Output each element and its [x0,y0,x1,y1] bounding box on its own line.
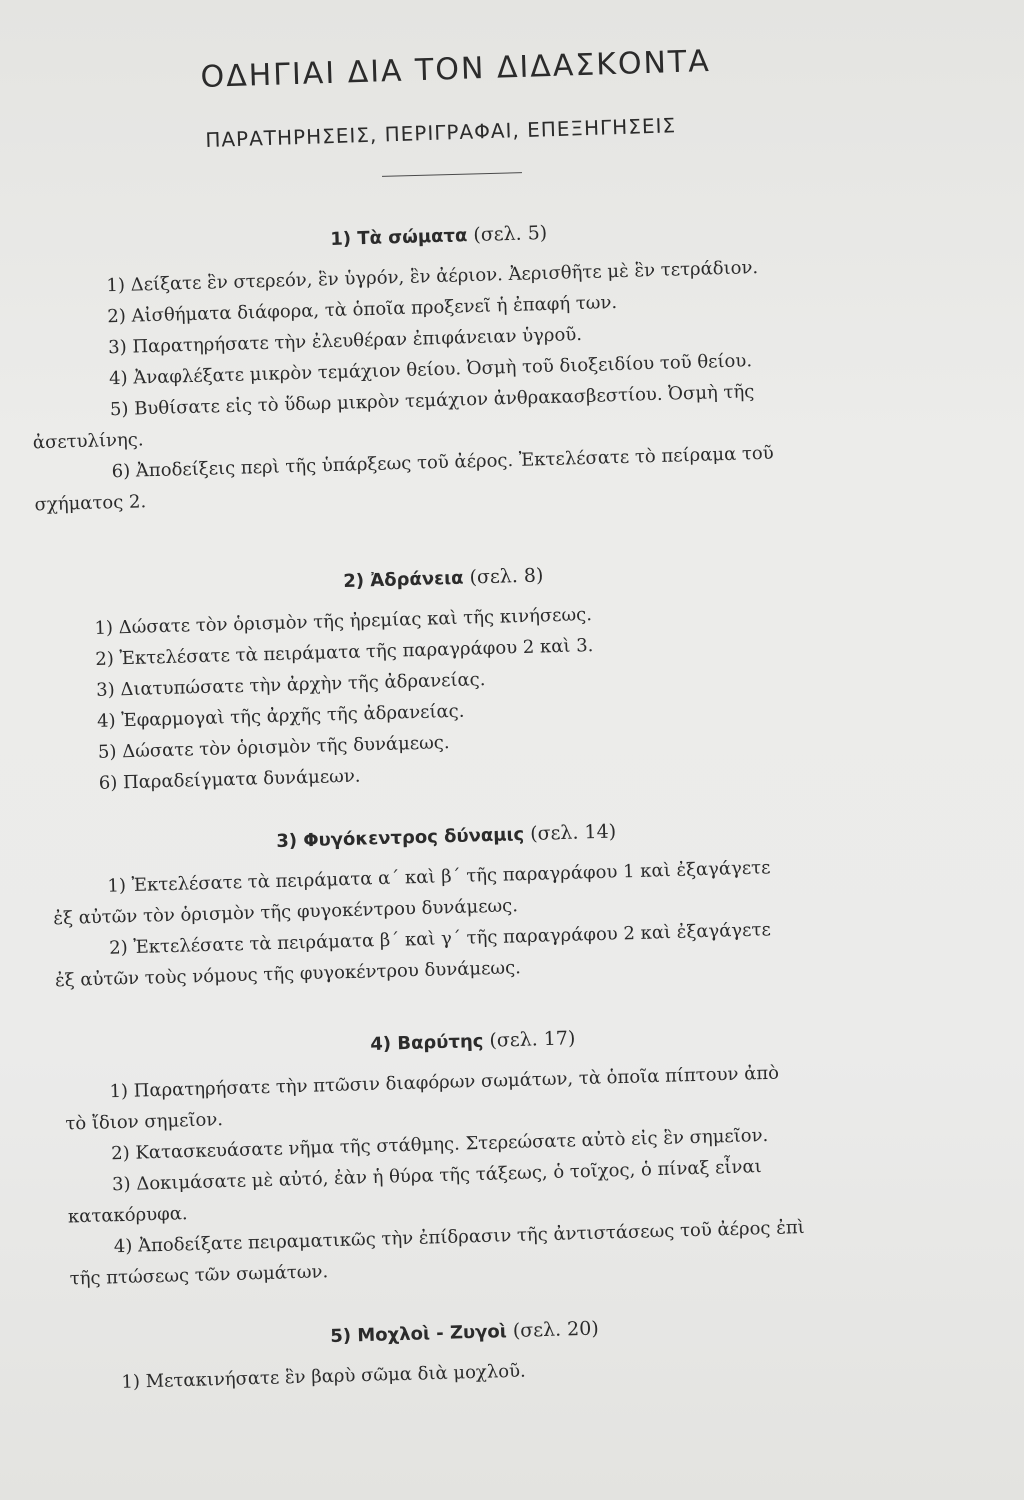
list-item-continuation: κατακόρυφα. [67,1203,188,1228]
section-page-ref: (σελ. 17) [489,1027,576,1052]
section-page-ref: (σελ. 5) [473,221,548,246]
list-item: 3) Παρατηρήσατε τὴν ἐλευθέραν ἐπιφάνειαν ὑγροῦ. [107,324,583,359]
list-item-continuation: τὸ ἴδιον σημεῖον. [65,1109,224,1135]
list-item-continuation: ἐξ αὐτῶν τοὺς νόμους τῆς φυγοκέντρου δυνάμεως. [54,957,522,992]
list-item: 1) Ἐκτελέσατε τὰ πειράματα α΄ καὶ β΄ τῆς παραγράφου 1 καὶ ἐξαγάγετε [107,857,771,897]
section-page-ref: (σελ. 14) [529,820,617,845]
section-page-ref: (σελ. 20) [512,1317,600,1342]
section-heading [276,816,770,852]
list-item: 1) Δώσατε τὸν ὁρισμὸν τῆς ἠρεμίας καὶ τῆς κινήσεως. [94,604,593,639]
list-item: 2) Κατασκευάσατε νῆμα τῆς στάθμης. Στερεώσατε αὐτὸ εἰς ἓν σημεῖον. [110,1124,769,1165]
list-item-continuation: τῆς πτώσεως τῶν σωμάτων. [69,1261,329,1290]
list-item-continuation: ἀσετυλίνης. [32,429,144,454]
section-heading-title: 3) Φυγόκεντρος δύναμις [276,824,525,852]
list-item: 5) Δώσατε τὸν ὁρισμὸν τῆς δυνάμεως. [97,732,450,763]
section-heading-title: 5) Μοχλοὶ - Ζυγοὶ [330,1321,508,1347]
list-item: 5) Βυθίσατε εἰς τὸ ὕδωρ μικρὸν τεμάχιον ἀνθρακασβεστίου. Ὀσμὴ τῆς [109,381,755,421]
list-item: 2) Αἰσθήματα διάφορα, τὰ ὁποῖα προξενεῖ ἡ ἐπαφή των. [107,292,618,328]
section-levers-scales [121,1317,600,1393]
list-item: 3) Διατυπώσατε τὴν ἀρχὴν τῆς ἀδρανείας. [95,669,486,701]
list-item: 1) Δείξατε ἓν στερεόν, ἓν ὑγρόν, ἓν ἀέριον. Ἀερισθῆτε μὲ ἓν τετράδιον. [106,257,759,297]
page-subtitle: ΠΑΡΑΤΗΡΗΣΕΙΣ, ΠΕΡΙΓΡΑΦΑΙ, ΕΠΕΞΗΓΗΣΕΙΣ [205,113,677,152]
list-item: 1) Μετακινήσατε ἓν βαρὺ σῶμα διὰ μοχλοῦ. [121,1360,526,1393]
list-item: 4) Ἀποδείξατε πειραματικῶς τὴν ἐπίδρασιν τῆς ἀντιστάσεως τοῦ ἀέρος ἐπὶ [113,1216,806,1258]
section-centrifugal-force [53,816,773,992]
list-item-continuation: ἐξ αὐτῶν τὸν ὁρισμὸν τῆς φυγοκέντρου δυνάμεως. [53,895,519,930]
section-inertia [94,563,597,794]
section-heading-title: 4) Βαρύτης [370,1030,484,1055]
list-item: 6) Παραδείγματα δυνάμεων. [98,765,361,794]
list-item: 4) Ἀναφλέξατε μικρὸν τεμάχιον θείου. Ὀσμὴ τοῦ διοξειδίου τοῦ θείου. [108,350,753,390]
section-heading-title: 1) Τὰ σώματα [330,225,468,250]
title-divider [382,172,522,177]
section-gravity [65,1021,806,1290]
list-item: 2) Ἐκτελέσατε τὰ πειράματα β΄ καὶ γ΄ τῆς παραγράφου 2 καὶ ἐξαγάγετε [108,919,772,959]
section-heading [330,216,768,250]
list-item: 4) Ἐφαρμογαὶ τῆς ἀρχῆς τῆς ἀδρανείας. [96,700,465,732]
list-item-continuation: σχήματος 2. [34,491,147,516]
list-item: 2) Ἐκτελέσατε τὰ πειράματα τῆς παραγράφου 2 καὶ 3. [95,635,594,670]
section-page-ref: (σελ. 8) [469,564,544,589]
section-heading [343,563,592,592]
list-item: 3) Δοκιμάσατε μὲ αὐτό, ἐὰν ἡ θύρα τῆς τάξεως, ὁ τοῖχος, ὁ πίναξ εἶναι [111,1156,762,1196]
section-bodies [32,216,775,516]
section-heading [370,1021,800,1055]
page-title: ΟΔΗΓΙΑΙ ΔΙΑ ΤΟΝ ΔΙΔΑΣΚΟΝΤΑ [200,43,712,95]
list-item: 1) Παρατηρήσατε τὴν πτῶσιν διαφόρων σωμάτων, τὰ ὁποῖα πίπτουν ἀπὸ [109,1062,780,1103]
list-item: 6) Ἀποδείξεις περὶ τῆς ὑπάρξεως τοῦ ἀέρος. Ἐκτελέσατε τὸ πείραμα τοῦ [111,442,774,483]
section-heading-title: 2) Ἀδράνεια [343,567,464,592]
section-heading [330,1318,599,1347]
